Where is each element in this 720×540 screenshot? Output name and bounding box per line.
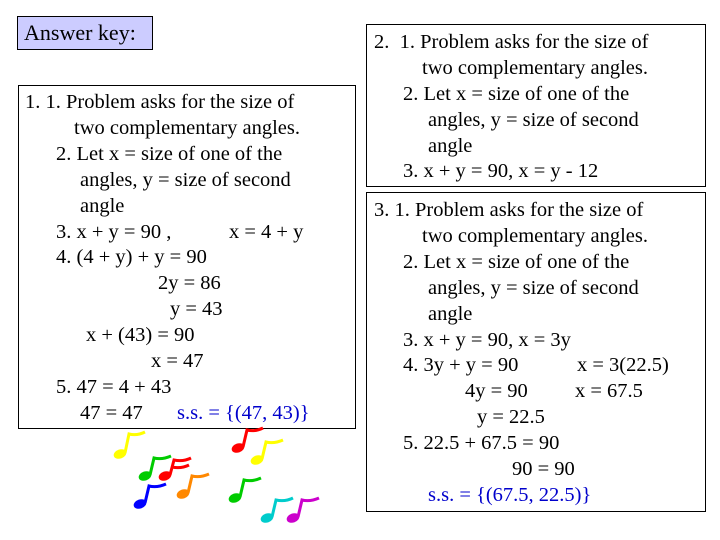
p2-step2: 2. Let x = size of one of the: [403, 83, 630, 105]
p2-step1-cont: two complementary angles.: [422, 57, 649, 79]
p1-step3-b: x = 4 + y: [229, 221, 304, 243]
music-note-icon: [113, 432, 145, 460]
p3-step2-cont: angles, y = size of second: [428, 277, 639, 299]
p1-step1-cont: two complementary angles.: [74, 117, 301, 139]
p3-step4-line2: 4y = 90: [465, 380, 528, 402]
p1-step2-cont: angles, y = size of second: [80, 169, 291, 191]
problem-2-box: [366, 24, 706, 187]
p3-step2-cont2: angle: [428, 303, 473, 325]
p3-step4-line3: y = 22.5: [477, 406, 545, 428]
p1-step5: 5. 47 = 4 + 43: [56, 376, 172, 398]
p3-step1: 3. 1. Problem asks for the size of: [374, 199, 644, 221]
music-note-icon: [228, 478, 261, 504]
p1-step2-cont2: angle: [80, 195, 125, 217]
p3-step1-cont: two complementary angles.: [422, 225, 649, 247]
p2-step1: 2. 1. Problem asks for the size of: [374, 31, 649, 53]
problem-3-box: [366, 192, 706, 512]
p3-step4: 4. 3y + y = 90: [403, 354, 519, 376]
p3-step2: 2. Let x = size of one of the: [403, 251, 630, 273]
answer-key-title: Answer key:: [17, 16, 153, 50]
p2-step2-cont: angles, y = size of second: [428, 109, 639, 131]
p1-step3: 3. x + y = 90 ,: [56, 221, 172, 243]
p3-step5: 5. 22.5 + 67.5 = 90: [403, 432, 560, 454]
music-note-icon: [133, 484, 166, 510]
p1-step4-line4: x + (43) = 90: [86, 324, 195, 346]
music-note-icon: [250, 440, 283, 466]
p3-step4-line2b: x = 67.5: [575, 380, 643, 402]
p1-step4-line3: y = 43: [170, 298, 223, 320]
problem-1-box: [18, 85, 356, 429]
p1-step4-line5: x = 47: [151, 350, 204, 372]
music-note-icon: [231, 428, 263, 454]
p1-solution-set: s.s. = {(47, 43)}: [177, 402, 310, 424]
p1-step1: 1. 1. Problem asks for the size of: [25, 91, 295, 113]
p2-step2-cont2: angle: [428, 135, 473, 157]
p3-step4-b: x = 3(22.5): [577, 354, 669, 376]
music-note-icon: [176, 474, 209, 500]
music-note-icon: [158, 458, 191, 482]
p1-step4-line2: 2y = 86: [158, 272, 221, 294]
music-notes-clipart: [105, 420, 335, 530]
music-note-icon: [286, 498, 319, 524]
p3-solution-set: s.s. = {(67.5, 22.5)}: [428, 484, 592, 506]
p3-step5-check: 90 = 90: [512, 458, 575, 480]
p1-step5-check: 47 = 47: [80, 402, 143, 424]
p1-step2: 2. Let x = size of one of the: [56, 143, 283, 165]
p3-step3: 3. x + y = 90, x = 3y: [403, 329, 571, 351]
p1-step4: 4. (4 + y) + y = 90: [56, 246, 207, 268]
p2-step3: 3. x + y = 90, x = y - 12: [403, 160, 599, 182]
